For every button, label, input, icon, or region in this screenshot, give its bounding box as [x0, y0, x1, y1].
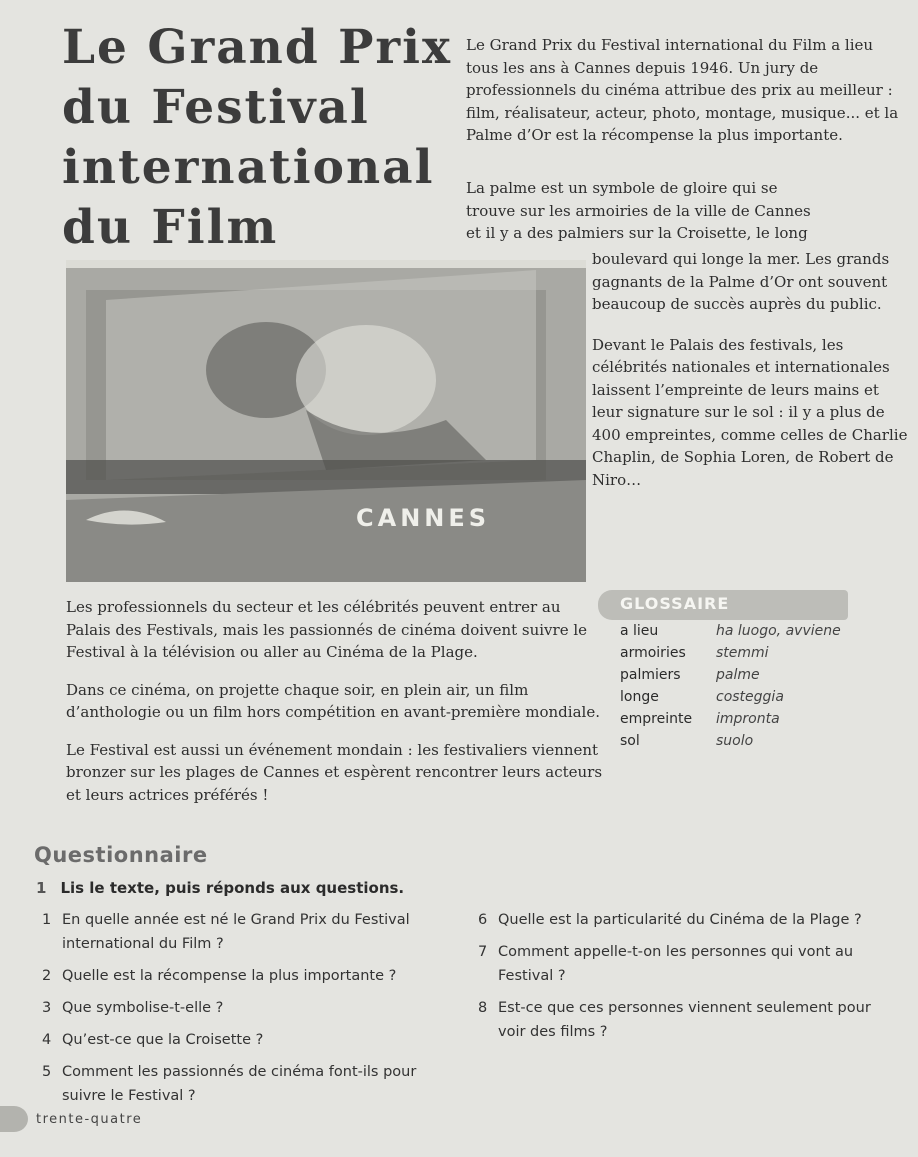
question-item — [478, 940, 888, 988]
question-number: 3 — [42, 1000, 52, 1016]
glossary-entry — [620, 730, 898, 752]
glossary-term: palmiers — [620, 667, 681, 683]
glossary-term: sol — [620, 733, 640, 749]
page-number-tab-icon — [0, 1106, 28, 1132]
question-text: Quelle est la particularité du Cinéma de la Plage ? — [498, 912, 862, 928]
title-line: Le Grand Prix — [62, 20, 453, 75]
glossary-translation: suolo — [716, 733, 754, 749]
photo-illustration — [66, 260, 586, 582]
glossary-entry — [620, 708, 898, 730]
glossary-list — [598, 620, 898, 752]
side-paragraph: Devant le Palais des festivals, les célébrités nationales et internationales laissent l’empreinte de leurs mains et leur signature sur le sol : il y a plus de 400 empreintes, comme celles de Charlie Chaplin, de Sophia Loren, de Robert de Niro… — [592, 335, 908, 489]
question-text: En quelle année est né le Grand Prix du Festival international du Film ? — [62, 912, 410, 952]
question-text: Comment les passionnés de cinéma font-ils pour suivre le Festival ? — [62, 1064, 417, 1104]
glossary-term: longe — [620, 689, 659, 705]
page-title — [62, 18, 462, 258]
question-text: Comment appelle-t-on les personnes qui vont au Festival ? — [498, 944, 854, 984]
question-item — [478, 996, 888, 1044]
glossary-translation: costeggia — [716, 689, 784, 705]
glossary-entry — [620, 686, 898, 708]
cannes-poster-photo — [66, 260, 586, 582]
questionnaire-heading: Questionnaire — [34, 843, 208, 867]
question-number: 6 — [478, 912, 488, 928]
question-text: Que symbolise-t-elle ? — [62, 1000, 224, 1016]
title-line: du Film — [62, 200, 279, 255]
question-item — [42, 1060, 442, 1108]
question-number: 7 — [478, 944, 488, 960]
question-text: Qu’est-ce que la Croisette ? — [62, 1032, 264, 1048]
question-number: 8 — [478, 1000, 488, 1016]
questionnaire-instruction — [36, 879, 404, 897]
question-item — [42, 1028, 442, 1052]
glossary-entry — [620, 664, 898, 686]
glossary-translation: stemmi — [716, 645, 769, 661]
question-text: Est-ce que ces personnes viennent seulement pour voir des films ? — [498, 1000, 871, 1040]
glossary-title: GLOSSAIRE — [620, 594, 730, 613]
glossary-header — [598, 590, 848, 620]
glossary-translation: ha luogo, avviene — [716, 623, 841, 639]
glossary-term: empreinte — [620, 711, 693, 727]
palm-section — [466, 177, 826, 245]
question-text: Quelle est la récompense la plus importante ? — [62, 968, 397, 984]
question-item — [42, 908, 442, 956]
side-paragraph: boulevard qui longe la mer. Les grands gagnants de la Palme d’Or ont souvent beaucoup de succès auprès du public. — [592, 250, 890, 313]
glossary-term: a lieu — [620, 623, 659, 639]
palm-paragraph: La palme est un symbole de gloire qui se trouve sur les armoiries de la ville de Cannes et il y a des palmiers sur la Croisette, le long — [466, 179, 811, 242]
glossary-entry — [620, 642, 898, 664]
glossary-entry — [620, 620, 898, 642]
body-paragraph: Le Festival est aussi un événement mondain : les festivaliers viennent bronzer sur les plages de Cannes et espèrent rencontrer leurs acteurs et leurs actrices préférés ! — [66, 740, 603, 804]
glossary-translation: palme — [716, 667, 760, 683]
instruction-text: Lis le texte, puis réponds aux questions. — [60, 879, 405, 897]
intro-paragraph: Le Grand Prix du Festival international du Film a lieu tous les ans à Cannes depuis 1946. Un jury de professionnels du cinéma attribue des prix au meilleur : film, réalisateur, acteur, photo, montage, musique... et la Palme d’Or est la récompense la plus importante. — [466, 36, 899, 144]
title-line: du Festival — [62, 80, 370, 135]
question-item — [42, 996, 442, 1020]
intro-section — [466, 34, 906, 147]
glossary-translation: impronta — [716, 711, 780, 727]
page-number: trente-quatre — [36, 1112, 143, 1127]
photo-sign-text: CANNES — [356, 504, 491, 532]
questions-right-column — [478, 908, 888, 1052]
questions-left-column — [42, 908, 442, 1116]
body-paragraph: Les professionnels du secteur et les célébrités peuvent entrer au Palais des Festivals, mais les passionnés de cinéma doivent suivre le Festival à la télévision ou aller au Cinéma de la Plage. — [66, 598, 588, 661]
question-item — [42, 964, 442, 988]
body-section — [66, 596, 606, 821]
question-number: 1 — [42, 912, 52, 928]
question-number: 2 — [42, 968, 52, 984]
question-number: 5 — [42, 1064, 52, 1080]
instruction-number: 1 — [36, 879, 47, 897]
body-paragraph: Dans ce cinéma, on projette chaque soir, en plein air, un film d’anthologie ou un film hors compétition en avant-première mondiale. — [66, 680, 600, 721]
title-line: international — [62, 140, 435, 195]
glossary-box — [598, 590, 898, 752]
glossary-term: armoiries — [620, 645, 686, 661]
question-number: 4 — [42, 1032, 52, 1048]
question-item — [478, 908, 888, 932]
side-column — [592, 248, 912, 491]
